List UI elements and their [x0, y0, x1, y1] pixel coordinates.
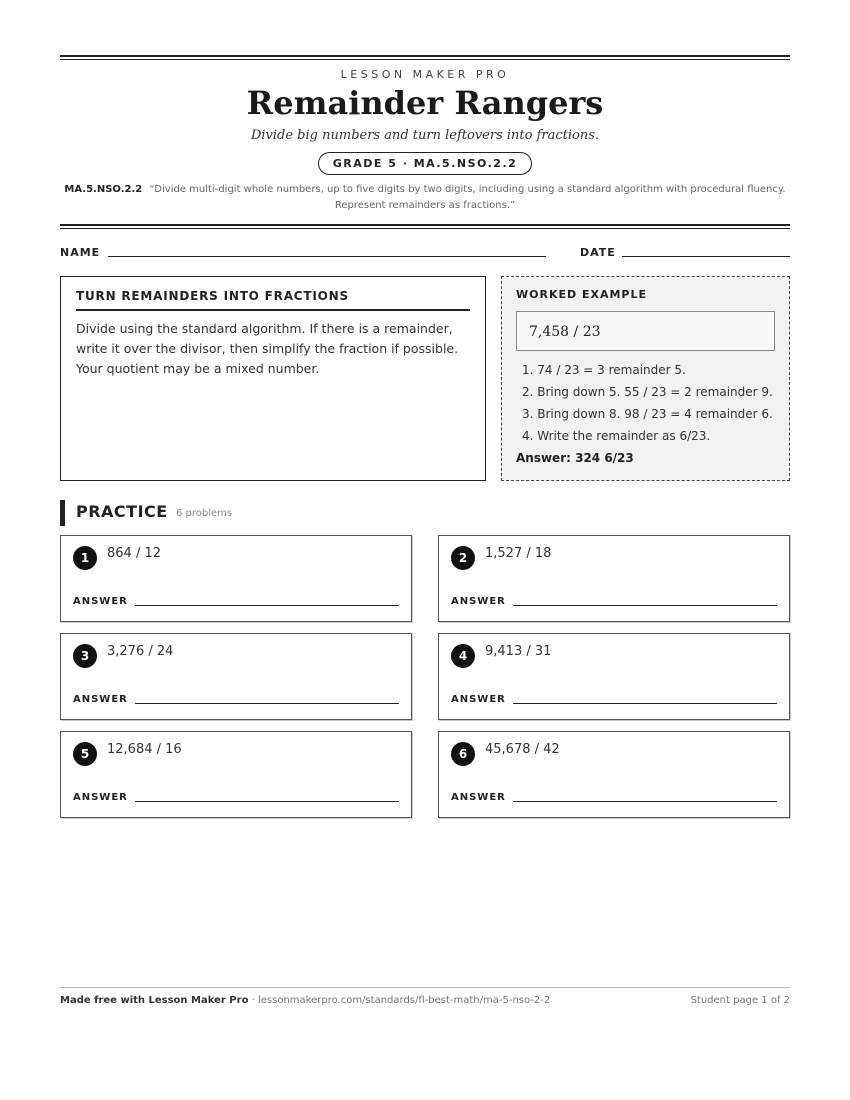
- answer-label: ANSWER: [73, 694, 128, 705]
- worked-example-expression: 7,458 / 23: [516, 311, 775, 351]
- worked-step: 3. Bring down 8. 98 / 23 = 4 remainder 6.: [522, 407, 773, 421]
- worked-example-answer: Answer: 324 6/23: [516, 451, 634, 465]
- standard-description: [60, 182, 790, 214]
- problem-number-badge: 1: [73, 546, 97, 570]
- answer-label: ANSWER: [73, 596, 128, 607]
- worksheet-page: [60, 0, 790, 1100]
- footer-rule: [60, 987, 790, 988]
- problem-number-badge: 2: [451, 546, 475, 570]
- instructions-text: Divide using the standard algorithm. If there is a remainder, write it over the divisor, then simplify the fraction if possible. Your quotient may be a mixed number.: [76, 321, 459, 376]
- practice-accent-bar: [60, 500, 65, 526]
- answer-field-1[interactable]: [135, 605, 399, 606]
- name-label: NAME: [60, 246, 101, 259]
- answer-label: ANSWER: [451, 792, 506, 803]
- worked-step: 4. Write the remainder as 6/23.: [522, 429, 711, 443]
- practice-count: 6 problems: [176, 508, 233, 519]
- worked-step: 1. 74 / 23 = 3 remainder 5.: [522, 363, 686, 377]
- instructions-heading: TURN REMAINDERS INTO FRACTIONS: [76, 289, 470, 311]
- problem-expression: 45,678 / 42: [485, 742, 560, 757]
- standard-text: “Divide multi-digit whole numbers, up to five digits by two digits, including using a standard algorithm with procedural fluency. Represent remainders as fractions.”: [149, 184, 786, 211]
- answer-field-3[interactable]: [135, 703, 399, 704]
- problem-expression: 3,276 / 24: [107, 644, 174, 659]
- problem-expression: 864 / 12: [107, 546, 161, 561]
- problem-card-4: [438, 633, 790, 720]
- worksheet-subtitle: Divide big numbers and turn leftovers into fractions.: [250, 128, 600, 143]
- date-field[interactable]: [622, 256, 790, 257]
- answer-label: ANSWER: [73, 792, 128, 803]
- answer-field-4[interactable]: [513, 703, 777, 704]
- standard-code: MA.5.NSO.2.2: [64, 184, 143, 195]
- worked-example-heading: WORKED EXAMPLE: [516, 288, 647, 301]
- worked-example-steps: [516, 359, 775, 447]
- footer-credit: [60, 995, 550, 1006]
- brand-name: LESSON MAKER PRO: [340, 68, 510, 81]
- answer-field-5[interactable]: [135, 801, 399, 802]
- problem-number-badge: 5: [73, 742, 97, 766]
- answer-label: ANSWER: [451, 694, 506, 705]
- problem-expression: 12,684 / 16: [107, 742, 182, 757]
- problem-card-1: [60, 535, 412, 622]
- answer-label: ANSWER: [451, 596, 506, 607]
- footer-url: · lessonmakerpro.com/standards/fl-best-math/ma-5-nso-2-2: [248, 995, 551, 1006]
- worksheet-title: Remainder Rangers: [246, 84, 604, 122]
- problem-expression: 9,413 / 31: [485, 644, 552, 659]
- problem-number-badge: 4: [451, 644, 475, 668]
- name-date-row: [60, 246, 790, 260]
- answer-field-2[interactable]: [513, 605, 777, 606]
- top-double-rule: [60, 55, 790, 60]
- date-label: DATE: [580, 246, 616, 259]
- worked-example-box: [501, 276, 790, 481]
- footer-page-number: Student page 1 of 2: [690, 995, 790, 1006]
- problem-number-badge: 6: [451, 742, 475, 766]
- problem-card-2: [438, 535, 790, 622]
- grade-pill-wrapper: [60, 152, 790, 175]
- header-bottom-double-rule: [60, 224, 790, 229]
- answer-field-6[interactable]: [513, 801, 777, 802]
- practice-heading: PRACTICE: [76, 502, 168, 521]
- problem-number-badge: 3: [73, 644, 97, 668]
- problem-card-6: [438, 731, 790, 818]
- problem-card-3: [60, 633, 412, 720]
- footer-made-with: Made free with Lesson Maker Pro: [60, 995, 249, 1006]
- problem-expression: 1,527 / 18: [485, 546, 552, 561]
- name-field[interactable]: [108, 256, 546, 257]
- grade-badge: GRADE 5 · MA.5.NSO.2.2: [318, 152, 533, 175]
- instructions-box: [60, 276, 486, 481]
- problem-card-5: [60, 731, 412, 818]
- worked-step: 2. Bring down 5. 55 / 23 = 2 remainder 9.: [522, 385, 773, 399]
